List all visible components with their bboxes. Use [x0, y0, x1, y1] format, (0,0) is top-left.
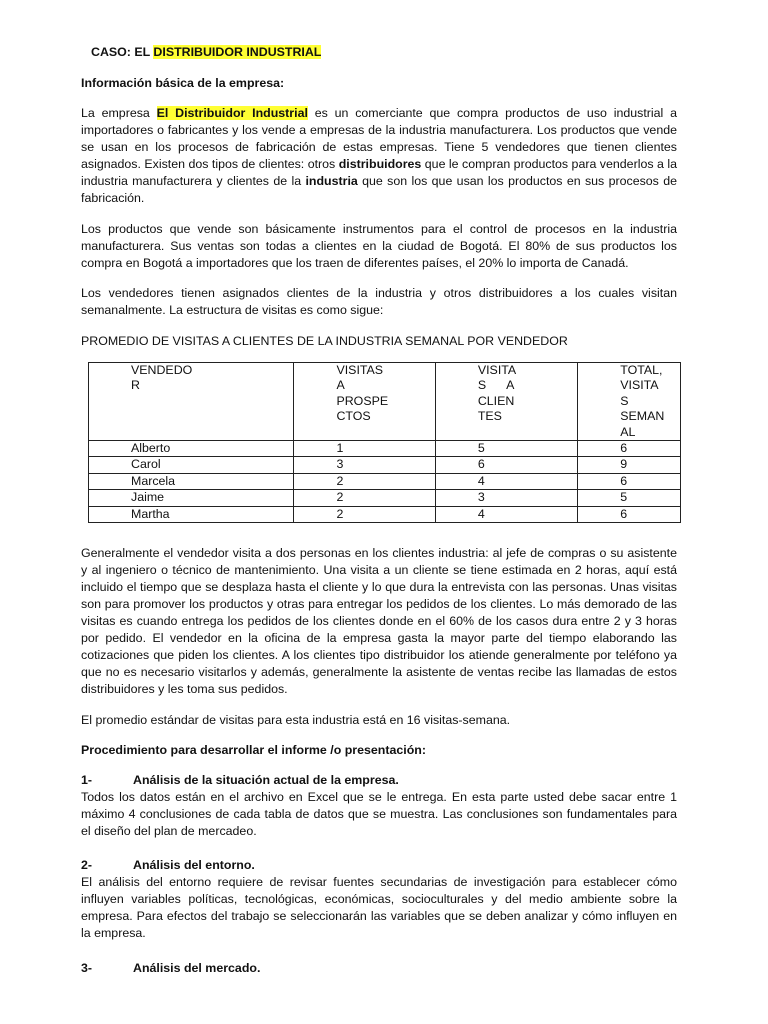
p2-text: Los productos que vende son básicamente instrumentos para el control de procesos en la industria manufacturera. Sus ventas son todas a clientes en la ciudad de Bogotá. El 80% de sus productos los compra en Bogotá a importadores que los traen de diferentes países, el 20% lo importa de Canadá.: [81, 222, 677, 270]
term-industria: industria: [305, 174, 358, 188]
cell-vendedor: Alberto: [89, 441, 294, 457]
cell-total: 5: [578, 490, 681, 506]
p4-text: Generalmente el vendedor visita a dos personas en los clientes industria: al jefe de compras o su asistente y al ingeniero o técnico de mantenimiento. Una visita a un cliente se tiene estimada en 2 horas, aquí está incluido el tiempo que se desplaza hasta el cliente y lo que dura la entrevista con las personas. Unas visitas son para promover los productos y otras para entregar los pedidos de los clientes. Lo más demorado de las visitas es cuando entrega los pedidos de los clientes donde en el 60% de los casos dura entre 2 y 3 horas por pedido. El vendedor en la oficina de la empresa gasta la mayor parte del tiempo elaborando las cotizaciones que piden los clientes. A los clientes tipo distribuidor los atiende generalmente por teléfono ya que no es necesario visitarlos y además, generalmente la asistente de ventas recibe las llamadas de estos distribuidores y les toma sus pedidos.: [81, 546, 677, 696]
cell-vendedor: Carol: [89, 457, 294, 473]
step-1-title: Análisis de la situación actual de la empresa.: [133, 773, 399, 787]
table-row: [89, 506, 681, 522]
header-text: S A: [477, 378, 515, 393]
header-text: TOTAL,: [620, 363, 663, 377]
cell-vendedor: Martha: [89, 506, 294, 522]
cell-total: 6: [578, 506, 681, 522]
cell-clientes: 5: [435, 441, 577, 457]
table-header-row: [89, 363, 681, 441]
cell-prospectos: 2: [294, 490, 435, 506]
paragraph-standard-average: [81, 712, 677, 729]
header-text: CLIEN: [477, 393, 515, 408]
header-text: PROSPE: [336, 393, 389, 408]
header-text: A: [336, 378, 345, 393]
p1-text-c: que le compran productos para venderlos a la industria manufacturera y clientes de la: [81, 157, 677, 188]
visits-table: [88, 362, 681, 523]
step-2-text: El análisis del entorno requiere de revisar fuentes secundarias de investigación para establecer cómo influyen variables políticas, tecnológicas, económicas, socioculturales y del medio ambiente sobre la empresa. Para efectos del trabajo se seleccionarán las variables que se deben analizar y cómo influyen en la empresa.: [81, 875, 677, 940]
step-3: [81, 960, 677, 977]
header-text: VENDEDO: [131, 363, 193, 377]
header-visitas-clientes: [435, 363, 577, 441]
procedure-heading: Procedimiento para desarrollar el informe /o presentación:: [81, 743, 426, 757]
p1-text-d: que son los que usan los productos en sus procesos de fabricación.: [81, 174, 678, 205]
header-text: R: [131, 378, 140, 393]
step-2-title: Análisis del entorno.: [133, 858, 255, 872]
header-visitas-prospectos: [294, 363, 435, 441]
p1-text-a: La empresa: [81, 106, 157, 120]
header-text: VISITA: [477, 363, 517, 377]
cell-prospectos: 3: [294, 457, 435, 473]
table-row: [89, 490, 681, 506]
header-text: SEMAN: [620, 409, 665, 424]
cell-clientes: 4: [435, 473, 577, 489]
cell-vendedor: Jaime: [89, 490, 294, 506]
cell-total: 6: [578, 473, 681, 489]
cell-clientes: 4: [435, 506, 577, 522]
header-text: VISITA: [620, 378, 659, 393]
company-name-highlight: El Distribuidor Industrial: [156, 106, 308, 120]
header-vendedor: [89, 363, 294, 441]
case-title-highlight: DISTRIBUIDOR INDUSTRIAL: [153, 45, 322, 59]
paragraph-company-intro: [81, 105, 677, 207]
step-2: [81, 857, 677, 942]
header-text: CTOS: [336, 409, 371, 424]
table-row: [89, 473, 681, 489]
p1-text-b: es un comerciante que compra productos de uso industrial a importadores o fabricantes y los vende a empresas de la industria manufacturera. Los productos que vende se usan en los procesos de fabricación de estas empresas. Tiene 5 vendedores que tienen clientes asignados. Existen dos tipos de clientes: otros: [81, 106, 677, 171]
cell-vendedor: Marcela: [89, 473, 294, 489]
step-2-number: 2-: [81, 858, 93, 872]
cell-prospectos: 2: [294, 506, 435, 522]
step-1: [81, 772, 677, 840]
cell-prospectos: 2: [294, 473, 435, 489]
table-row: [89, 457, 681, 473]
paragraph-visit-details: [81, 545, 677, 698]
table-title: PROMEDIO DE VISITAS A CLIENTES DE LA INDUSTRIA SEMANAL POR VENDEDOR: [81, 334, 568, 348]
paragraph-products: [81, 221, 677, 272]
table-row: [89, 441, 681, 457]
header-text: AL: [620, 424, 636, 439]
header-text: VISITAS: [336, 363, 384, 377]
step-3-title: Análisis del mercado.: [133, 961, 261, 975]
step-1-text: Todos los datos están en el archivo en Excel que se le entrega. En esta parte usted debe sacar entre 1 máximo 4 conclusiones de cada tabla de datos que se muestra. Las conclusiones son fundamentales para el diseño del plan de mercadeo.: [81, 790, 677, 838]
cell-clientes: 6: [435, 457, 577, 473]
paragraph-visit-structure: [81, 285, 677, 319]
step-3-number: 3-: [81, 961, 93, 975]
cell-prospectos: 1: [294, 441, 435, 457]
cell-total: 9: [578, 457, 681, 473]
header-text: TES: [477, 409, 502, 424]
case-title-prefix: CASO: EL: [91, 45, 154, 59]
p3-text: Los vendedores tienen asignados clientes de la industria y otros distribuidores a los cuales visitan semanalmente. La estructura de visitas es como sigue:: [81, 286, 677, 317]
term-distribuidores: distribuidores: [338, 157, 422, 171]
cell-clientes: 3: [435, 490, 577, 506]
step-1-number: 1-: [81, 773, 93, 787]
header-total-visitas: [578, 363, 681, 441]
p5-text: El promedio estándar de visitas para esta industria está en 16 visitas-semana.: [81, 713, 511, 727]
section-heading-basic-info: Información básica de la empresa:: [81, 76, 285, 90]
case-title: [91, 44, 321, 61]
header-text: S: [620, 393, 629, 408]
cell-total: 6: [578, 441, 681, 457]
